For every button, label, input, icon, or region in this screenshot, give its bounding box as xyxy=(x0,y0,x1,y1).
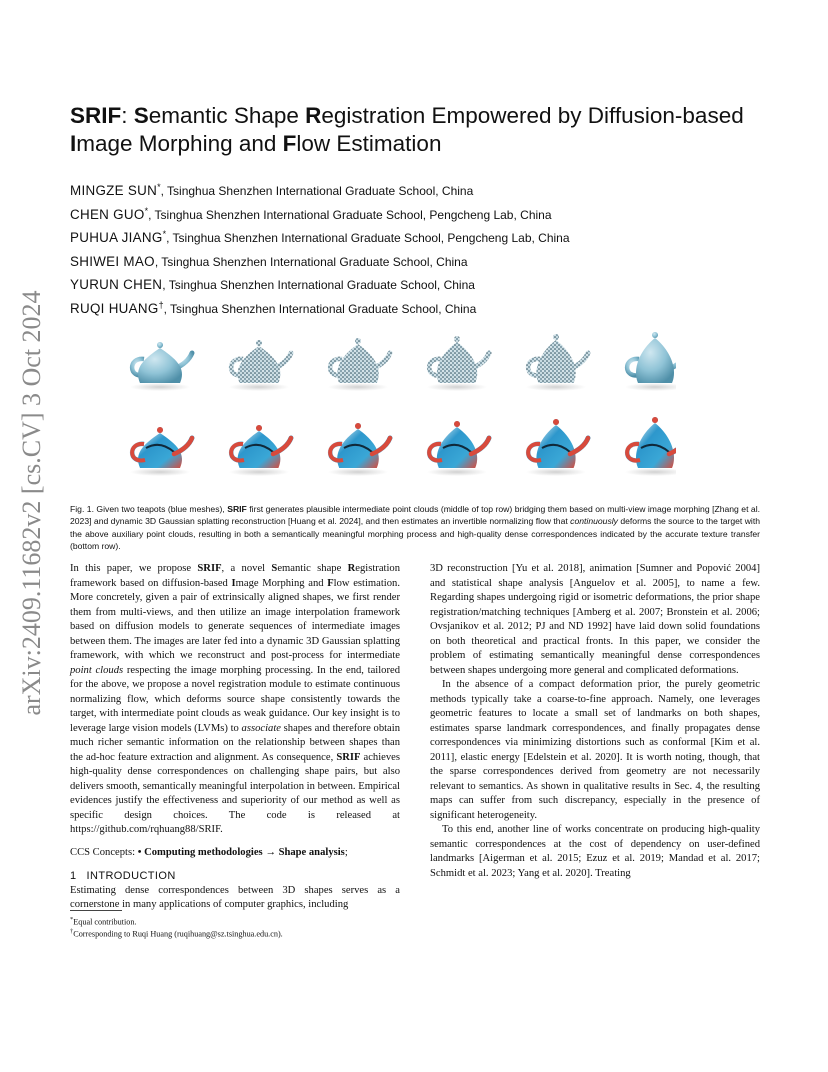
author-line: CHEN GUO*, Tsinghua Shenzhen International Graduate School, Pengcheng Lab, China xyxy=(70,205,552,222)
body-paragraph: 3D reconstruction [Yu et al. 2018], animation [Sumner and Popović 2004] and statistical shape analysis [Anguelov et al. 2005], to name a few. Regarding shapes undergoing rigid or isometric deformations, the prior shape registration/matching techniques [Amberg et al. 2007; Bronstein et al. 2006; Ovsjanikov et al. 2012; PJ and ND 1992] have laid down solid foundations on both theoretical and practical fronts. In this paper, we consider the problem of estimating semantically meaningful dense correspondences between shapes undergoing more general and complicated deformations. xyxy=(430,563,760,676)
teaser-figure xyxy=(128,310,676,490)
teapot-mesh xyxy=(130,342,192,391)
footnote: *Equal contribution. xyxy=(70,916,137,927)
teapot-point-cloud xyxy=(427,336,489,391)
author-line: RUQI HUANG†, Tsinghua Shenzhen International Graduate School, China xyxy=(70,299,477,316)
section-heading: 1 INTRODUCTION xyxy=(70,870,176,882)
teapot-texture-transfer xyxy=(427,421,489,476)
teapot-point-cloud xyxy=(526,334,588,391)
teapot-texture-transfer xyxy=(625,417,676,476)
author-line: MINGZE SUN*, Tsinghua Shenzhen International Graduate School, China xyxy=(70,182,474,198)
footnote-rule xyxy=(70,910,122,911)
figure-caption: Fig. 1. Given two teapots (blue meshes), SRIF first generates plausible intermediate point clouds (middle of top row) bridging them based on multi-view image morphing [Zhang et al. 2023] and dynamic 3D Gaussian splatting reconstruction [Huang et al. 2024], and then estimates an invertible normalizing flow that continuously deforms the source to the target with the above auxiliary point clouds, resulting in both a semantically meaningful morphing process and high-quality dense correspondences indicated by the accurate texture transfer (bottom row). xyxy=(70,504,761,552)
paper-title: SRIF: Semantic Shape Registration Empowered by Diffusion-based Image Morphing and Flow Estimation xyxy=(70,103,744,156)
teapot-texture-transfer xyxy=(130,427,192,476)
teapot-point-cloud xyxy=(328,338,390,391)
arxiv-identifier: arXiv:2409.11682v2 [cs.CV] 3 Oct 2024 xyxy=(17,289,46,716)
teapot-texture-transfer xyxy=(328,423,390,476)
author-line: PUHUA JIANG*, Tsinghua Shenzhen International Graduate School, Pengcheng Lab, China xyxy=(70,229,570,246)
intro-paragraph: Estimating dense correspondences between 3D shapes serves as a cornerstone in many applications of computer graphics, including xyxy=(70,884,400,910)
body-paragraph: To this end, another line of works concentrate on producing high-quality semantic correspondences at the cost of dependency on user-defined landmarks [Aigerman et al. 2015; Ezuz et al. 2019; Mandad et al. 2017; Schmidt et al. 2023; Yang et al. 2020]. Treating xyxy=(430,824,760,879)
teapot-texture-transfer xyxy=(526,419,588,476)
ccs-concepts: CCS Concepts: • Computing methodologies → Shape analysis; xyxy=(70,846,348,858)
footnote: †Corresponding to Ruqi Huang (ruqihuang@sz.tsinghua.edu.cn). xyxy=(70,928,283,939)
abstract: In this paper, we propose SRIF, a novel Semantic shape Registration framework based on diffusion-based Image Morphing and Flow estimation. More concretely, given a pair of extrinsically aligned shapes, we first render them from multi-views, and then utilize an image interpolation framework based on diffusion models to generate sequences of intermediate images between them. The images are later fed into a dynamic 3D Gaussian splatting framework, with which we reconstruct and post-process for intermediate point clouds respecting the image morphing processing. In the end, tailored for the above, we propose a novel registration module to estimate continuous normalizing flow, which deforms source shape consistently towards the target, with intermediate point clouds as weak guidance. Our key insight is to leverage large vision models (LVMs) to associate shapes and therefore obtain much richer semantic information on the relationship between shapes than the ad-hoc feature extraction and alignment. As consequence, SRIF achieves high-quality dense correspondences on challenging shape pairs, but also delivers smooth, semantically meaningful interpolation in between. Empirical evidences justify the effectiveness and superiority of our method as well as specific design choices. The code is released at https://github.com/rqhuang88/SRIF. xyxy=(70,563,401,835)
right-column xyxy=(430,562,760,881)
teapot-mesh xyxy=(625,332,676,391)
author-list xyxy=(70,176,770,318)
author-line: SHIWEI MAO, Tsinghua Shenzhen International Graduate School, China xyxy=(70,253,468,269)
author-line: YURUN CHEN, Tsinghua Shenzhen International Graduate School, China xyxy=(70,277,475,293)
body-paragraph: In the absence of a compact deformation prior, the purely geometric methods typically take a coarse-to-fine approach. Namely, one leverages geometric features to locate a small set of landmarks on both shapes, estimates sparse landmark correspondences, and finally propagates dense correspondences via minimizing distortions such as conformal [Kim et al. 2011], elastic energy [Edelstein et al. 2020]. It is worth noting, though, that the sparse correspondences derived from geometry are not necessarily relevant to semantics. As shown in qualitative results in Sec. 4, the resulting maps can suffer from such discrepancy, especially in the presence of significant heterogeneity. xyxy=(430,679,760,821)
teapot-texture-transfer xyxy=(229,425,291,476)
left-column xyxy=(70,562,400,913)
teapot-point-cloud xyxy=(229,340,291,391)
